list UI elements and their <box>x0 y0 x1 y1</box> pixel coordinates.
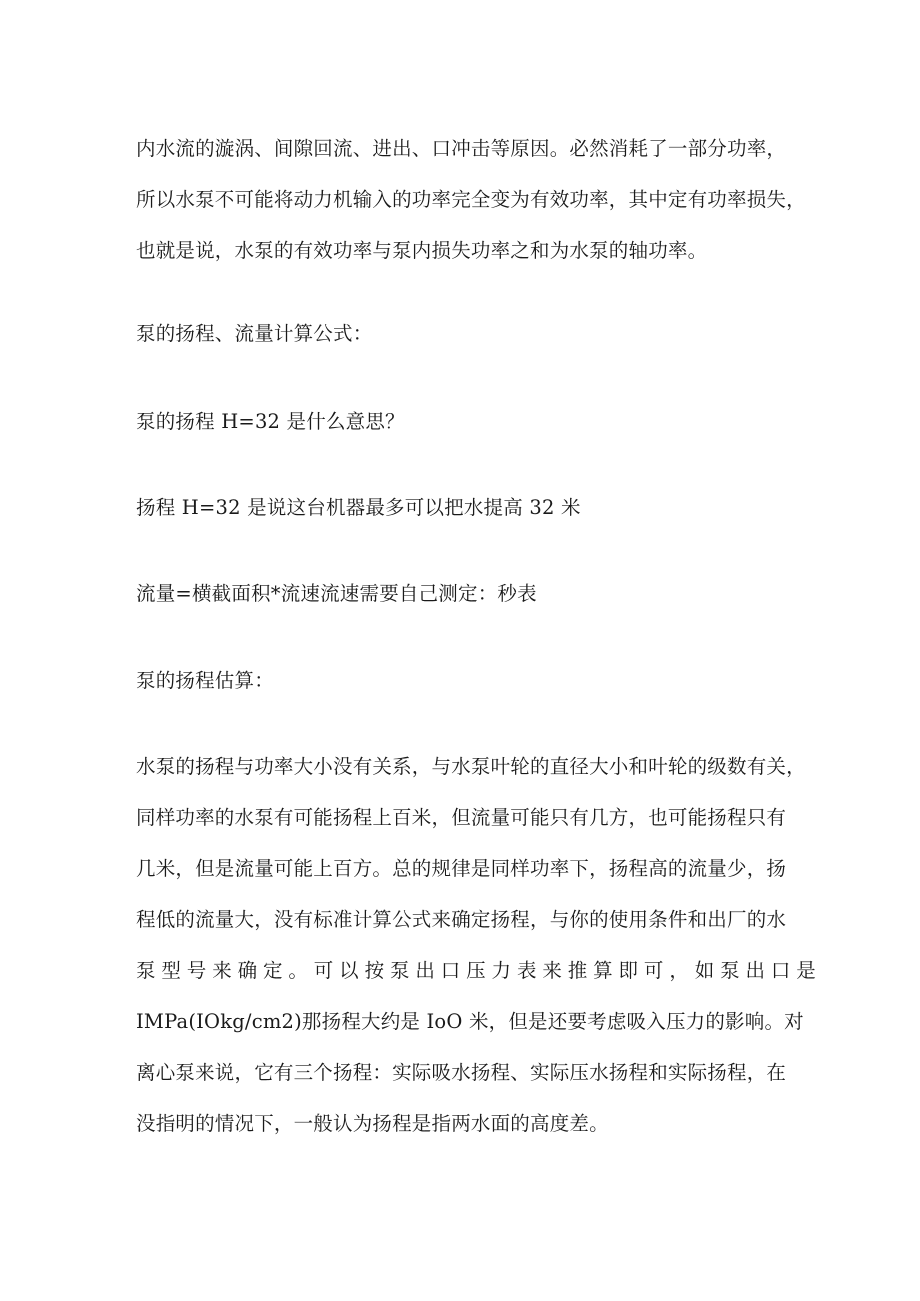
paragraph-line: 程低的流量大，没有标准计算公式来确定扬程，与你的使用条件和出厂的水 <box>136 908 787 931</box>
heading-estimate: 泵的扬程估算： <box>136 669 274 692</box>
heading-formula: 泵的扬程、流量计算公式： <box>136 322 373 345</box>
paragraph-line: 离心泵来说，它有三个扬程：实际吸水扬程、实际压水扬程和实际扬程，在 <box>136 1061 787 1084</box>
answer-line: 扬程 H=32 是说这台机器最多可以把水提高 32 米 <box>136 496 581 519</box>
paragraph-line: 几米，但是流量可能上百方。总的规律是同样功率下，扬程高的流量少，扬 <box>136 857 787 880</box>
paragraph-line: 也就是说，水泵的有效功率与泵内损失功率之和为水泵的轴功率。 <box>136 239 708 262</box>
paragraph-line: IMPa(IOkg/cm2)那扬程大约是 IoO 米，但是还要考虑吸入压力的影响。对 <box>136 1010 804 1033</box>
paragraph-line: 同样功率的水泵有可能扬程上百米，但流量可能只有几方，也可能扬程只有 <box>136 806 787 829</box>
paragraph-line: 内水流的漩涡、间隙回流、进出、口冲击等原因。必然消耗了一部分功率， <box>136 137 787 160</box>
paragraph-line: 没指明的情况下，一般认为扬程是指两水面的高度差。 <box>136 1112 609 1135</box>
paragraph-line: 所以水泵不可能将动力机输入的功率完全变为有效功率，其中定有功率损失， <box>136 188 806 211</box>
paragraph-line: 水泵的扬程与功率大小没有关系，与水泵叶轮的直径大小和叶轮的级数有关， <box>136 755 806 778</box>
paragraph-line: 泵型号来确定。可以按泵出口压力表来推算即可，如泵出口是 <box>136 959 816 982</box>
question-line: 泵的扬程 H=32 是什么意思？ <box>136 410 405 433</box>
flow-formula-line: 流量=横截面积*流速流速需要自己测定：秒表 <box>136 582 537 605</box>
